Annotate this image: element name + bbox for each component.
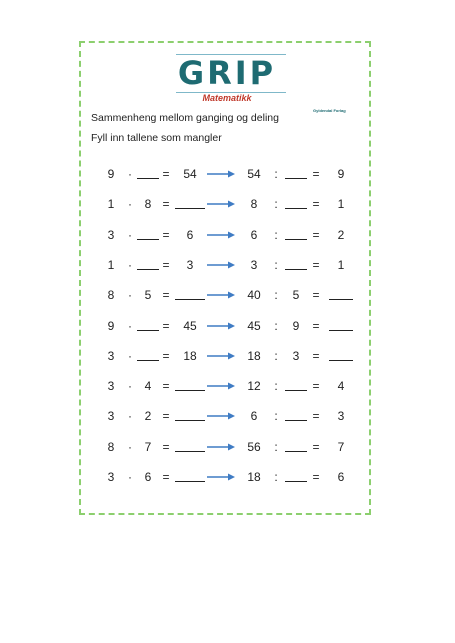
- factor-2: 8: [144, 197, 152, 212]
- divisor-blank[interactable]: [285, 166, 307, 184]
- divisor-blank[interactable]: [285, 469, 307, 487]
- exercise-row: [81, 377, 373, 395]
- divisor: 3: [292, 348, 300, 363]
- divide-sign: :: [274, 348, 278, 363]
- equals-sign: =: [312, 439, 320, 454]
- dividend: 12: [247, 379, 261, 394]
- product-blank[interactable]: [175, 378, 205, 396]
- product: 45: [183, 318, 197, 333]
- times-sign: ·: [128, 257, 132, 272]
- equals-sign: =: [162, 409, 170, 424]
- equals-sign: =: [162, 379, 170, 394]
- equals-sign: =: [312, 167, 320, 181]
- product: 18: [183, 348, 197, 363]
- times-sign: ·: [128, 318, 132, 333]
- equals-sign: =: [162, 167, 170, 181]
- dividend: 56: [247, 439, 261, 454]
- divisor-blank[interactable]: [285, 257, 307, 275]
- equals-sign: =: [312, 348, 320, 363]
- times-sign: ·: [128, 167, 132, 181]
- right-arrow-icon: [206, 442, 236, 452]
- dividend: 40: [247, 288, 261, 303]
- equals-sign: =: [162, 197, 170, 212]
- product-blank[interactable]: [175, 439, 205, 457]
- times-sign: ·: [128, 348, 132, 363]
- divisor-blank[interactable]: [285, 378, 307, 396]
- equals-sign: =: [162, 257, 170, 272]
- exercise-row: [81, 226, 373, 244]
- factor-2: 7: [144, 439, 152, 454]
- divisor-blank[interactable]: [285, 227, 307, 245]
- divisor: 5: [292, 288, 300, 303]
- equals-sign: =: [162, 439, 170, 454]
- factor-2: 6: [144, 470, 152, 484]
- publisher-mark: Gyldendal Forlag: [313, 108, 346, 113]
- product: 6: [186, 227, 194, 242]
- right-arrow-icon: [206, 169, 236, 179]
- times-sign: ·: [128, 409, 132, 424]
- equals-sign: =: [162, 227, 170, 242]
- divide-sign: :: [274, 470, 278, 484]
- factor-2: 2: [144, 409, 152, 424]
- equals-sign: =: [312, 318, 320, 333]
- factor-1: 3: [107, 379, 115, 394]
- factor-1: 3: [107, 348, 115, 363]
- product: 3: [186, 257, 194, 272]
- factor-1: 8: [107, 439, 115, 454]
- divisor-blank[interactable]: [285, 439, 307, 457]
- factor-2: 5: [144, 288, 152, 303]
- divide-sign: :: [274, 197, 278, 212]
- times-sign: ·: [128, 227, 132, 242]
- factor-2-blank[interactable]: [137, 348, 159, 366]
- product-blank[interactable]: [175, 287, 205, 305]
- quotient: 3: [337, 409, 345, 424]
- quotient: 7: [337, 439, 345, 454]
- quotient: 9: [337, 167, 345, 181]
- times-sign: ·: [128, 197, 132, 212]
- exercise-row: [81, 347, 373, 365]
- logo-title: GRIP: [177, 54, 277, 92]
- instruction-heading: Sammenheng mellom ganging og deling: [91, 112, 279, 124]
- right-arrow-icon: [206, 351, 236, 361]
- divide-sign: :: [274, 257, 278, 272]
- equals-sign: =: [312, 409, 320, 424]
- exercise-row: [81, 438, 373, 456]
- quotient-blank[interactable]: [329, 318, 353, 336]
- factor-1: 3: [107, 470, 115, 484]
- right-arrow-icon: [206, 260, 236, 270]
- divide-sign: :: [274, 167, 278, 181]
- quotient-blank[interactable]: [329, 287, 353, 305]
- equals-sign: =: [162, 348, 170, 363]
- times-sign: ·: [128, 288, 132, 303]
- factor-1: 3: [107, 409, 115, 424]
- exercise-row: [81, 468, 373, 486]
- right-arrow-icon: [206, 199, 236, 209]
- right-arrow-icon: [206, 381, 236, 391]
- right-arrow-icon: [206, 411, 236, 421]
- divisor-blank[interactable]: [285, 196, 307, 214]
- equals-sign: =: [312, 470, 320, 484]
- logo-subtitle: Matematikk: [202, 93, 252, 103]
- factor-2: 4: [144, 379, 152, 394]
- divide-sign: :: [274, 439, 278, 454]
- exercise-row: [81, 407, 373, 425]
- exercise-row: [81, 195, 373, 213]
- factor-1: 9: [107, 167, 115, 181]
- worksheet: [79, 41, 371, 515]
- dividend: 18: [247, 348, 261, 363]
- dividend: 18: [247, 470, 261, 484]
- dividend: 6: [250, 227, 258, 242]
- exercise-row: [81, 165, 373, 183]
- factor-1: 3: [107, 227, 115, 242]
- factor-2-blank[interactable]: [137, 166, 159, 184]
- factor-2-blank[interactable]: [137, 257, 159, 275]
- quotient: 1: [337, 197, 345, 212]
- equals-sign: =: [312, 379, 320, 394]
- divide-sign: :: [274, 288, 278, 303]
- right-arrow-icon: [206, 290, 236, 300]
- times-sign: ·: [128, 470, 132, 484]
- factor-2-blank[interactable]: [137, 227, 159, 245]
- times-sign: ·: [128, 439, 132, 454]
- exercise-row: [81, 286, 373, 304]
- right-arrow-icon: [206, 321, 236, 331]
- divisor-blank[interactable]: [285, 408, 307, 426]
- right-arrow-icon: [206, 230, 236, 240]
- quotient: 1: [337, 257, 345, 272]
- exercise-row: [81, 317, 373, 335]
- equals-sign: =: [312, 197, 320, 212]
- divisor: 9: [292, 318, 300, 333]
- factor-1: 1: [107, 257, 115, 272]
- divide-sign: :: [274, 409, 278, 424]
- factor-1: 9: [107, 318, 115, 333]
- factor-1: 1: [107, 197, 115, 212]
- quotient: 4: [337, 379, 345, 394]
- right-arrow-icon: [206, 472, 236, 482]
- dividend: 6: [250, 409, 258, 424]
- factor-1: 8: [107, 288, 115, 303]
- divide-sign: :: [274, 227, 278, 242]
- product-blank[interactable]: [175, 469, 205, 487]
- equals-sign: =: [312, 257, 320, 272]
- dividend: 3: [250, 257, 258, 272]
- factor-2-blank[interactable]: [137, 318, 159, 336]
- exercise-row: [81, 256, 373, 274]
- product-blank[interactable]: [175, 196, 205, 214]
- equals-sign: =: [162, 470, 170, 484]
- equals-sign: =: [312, 227, 320, 242]
- equals-sign: =: [162, 318, 170, 333]
- product: 54: [183, 167, 197, 181]
- dividend: 54: [247, 167, 261, 181]
- times-sign: ·: [128, 379, 132, 394]
- equals-sign: =: [162, 288, 170, 303]
- product-blank[interactable]: [175, 408, 205, 426]
- instruction-text: Fyll inn tallene som mangler: [91, 132, 222, 144]
- quotient: 6: [337, 470, 345, 484]
- equals-sign: =: [312, 288, 320, 303]
- dividend: 45: [247, 318, 261, 333]
- quotient: 2: [337, 227, 345, 242]
- dividend: 8: [250, 197, 258, 212]
- divide-sign: :: [274, 318, 278, 333]
- divide-sign: :: [274, 379, 278, 394]
- quotient-blank[interactable]: [329, 348, 353, 366]
